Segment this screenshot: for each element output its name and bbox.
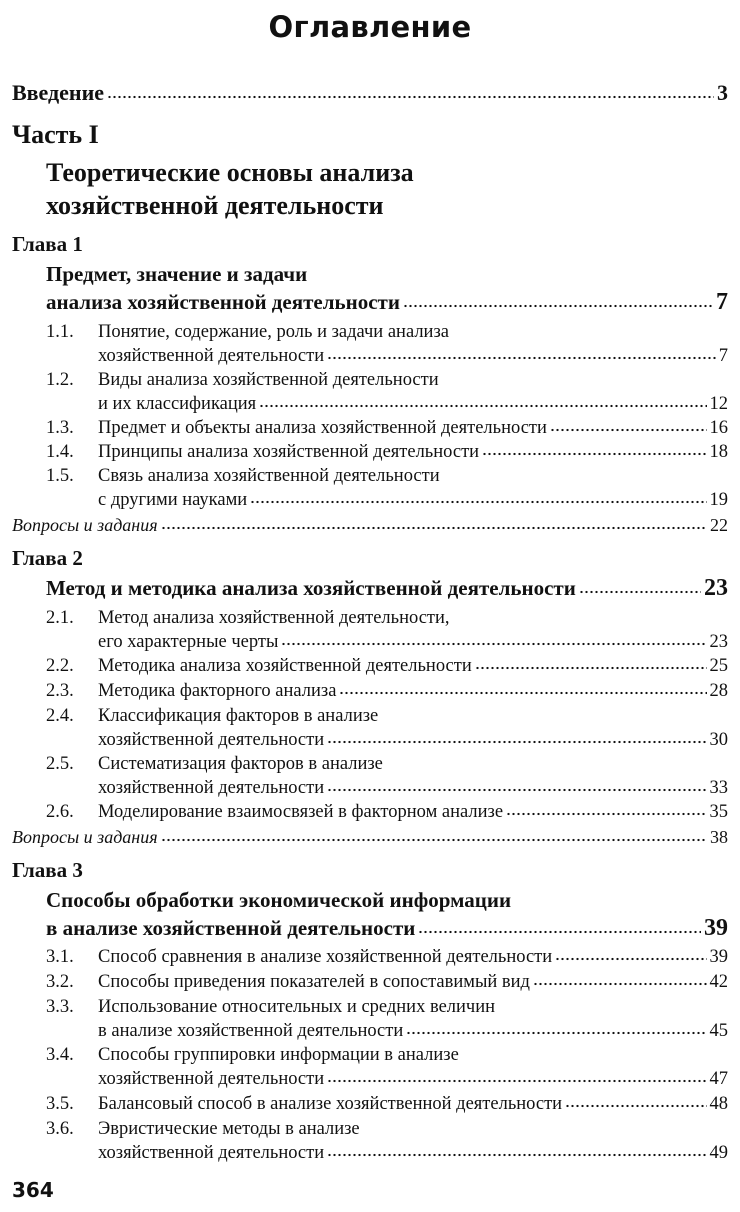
part-title-line: Теоретические основы анализа [46,158,414,187]
chapter-title-line: Предмет, значение и задачи [46,262,308,286]
dot-leader [327,1153,706,1157]
dot-leader [327,356,716,360]
chapter-title-line: Способы обработки экономической информации [46,888,512,912]
section-number: 3.5. [46,1094,74,1114]
chapter-title[interactable] [46,574,728,602]
chapter-label: Глава 2 [12,546,83,570]
section-number: 1.1. [46,322,74,342]
section-number: 3.1. [46,947,74,967]
intro-page: 3 [717,80,728,105]
section-title-line: Способ сравнения в анализе хозяйственной деятельности [98,947,553,967]
section-number: 3.3. [46,997,74,1017]
section-number: 2.3. [46,681,74,701]
questions-label: Вопросы и задания [12,515,158,535]
dot-leader [327,1079,706,1083]
toc-entry-questions[interactable] [12,825,728,849]
chapter-title[interactable] [46,886,728,942]
dot-leader [550,428,707,432]
toc-section[interactable] [46,800,728,824]
section-page: 18 [709,442,728,462]
toc-section[interactable] [46,995,728,1043]
chapter-page: 7 [716,289,728,315]
section-number: 1.2. [46,370,74,390]
section-title-line: его характерные черты [98,632,279,652]
section-title-line: Способы группировки информации в анализе [98,1045,459,1065]
section-title-line: Принципы анализа хозяйственной деятельности [98,442,480,462]
section-title-line: Понятие, содержание, роль и задачи анализа [98,322,449,342]
section-title-line: с другими науками [98,490,248,510]
section-number: 3.4. [46,1045,74,1065]
dot-leader [327,740,706,744]
part-label: Часть I [12,120,99,149]
section-title-line: Классификация факторов в анализе [98,706,379,726]
chapter-label: Глава 1 [12,232,83,256]
section-title-line: Эвристические методы в анализе [98,1119,360,1139]
toc-section[interactable] [46,416,728,440]
section-number: 2.5. [46,754,74,774]
section-number: 1.3. [46,418,74,438]
toc-section[interactable] [46,1043,728,1091]
section-page: 49 [709,1143,728,1163]
section-page: 35 [709,802,728,822]
toc-section[interactable] [46,320,728,368]
section-title-line: Предмет и объекты анализа хозяйственной деятельности [98,418,547,438]
dot-leader [565,1104,706,1108]
chapter-page: 39 [704,915,728,941]
dot-leader [555,957,706,961]
dot-leader [418,930,701,934]
dot-leader [281,642,706,646]
section-title-line: Способы приведения показателей в сопоставимый вид [98,972,530,992]
questions-label: Вопросы и задания [12,827,158,847]
toc-section[interactable] [46,679,728,703]
section-page: 16 [709,418,728,438]
toc-section[interactable] [46,368,728,416]
toc-section[interactable] [46,945,728,969]
dot-leader [327,788,706,792]
dot-leader [107,95,714,99]
dot-leader [161,526,707,530]
chapter-title[interactable] [46,260,728,316]
part-title [46,156,414,222]
intro-label: Введение [12,80,105,105]
section-title-line: Метод анализа хозяйственной деятельности, [98,608,450,628]
section-title-line: хозяйственной деятельности [98,1069,325,1089]
section-number: 1.5. [46,466,74,486]
dot-leader [406,1031,706,1035]
section-page: 12 [709,394,728,414]
section-number: 3.2. [46,972,74,992]
page-title: Оглавление [268,10,472,44]
section-title-line: Методика факторного анализа [98,681,337,701]
dot-leader [506,812,706,816]
section-number: 1.4. [46,442,74,462]
section-page: 7 [718,346,728,366]
toc-section[interactable] [46,704,728,752]
section-title-line: Балансовый способ в анализе хозяйственной деятельности [98,1094,563,1114]
chapter-title-row [46,914,728,942]
section-title-line: Систематизация факторов в анализе [98,754,383,774]
section-title-line: хозяйственной деятельности [98,1143,325,1163]
chapter-title-row [46,574,728,602]
section-number: 2.4. [46,706,74,726]
section-title-line: Методика анализа хозяйственной деятельности [98,656,472,676]
toc-entry-questions[interactable] [12,513,728,537]
chapter-label: Глава 3 [12,858,83,882]
section-number: 2.1. [46,608,74,628]
section-title-line: Использование относительных и средних величин [98,997,496,1017]
section-title-line: хозяйственной деятельности [98,346,325,366]
section-title-line: и их классификация [98,394,257,414]
dot-leader [403,304,713,308]
section-page: 39 [709,947,728,967]
dot-leader [161,838,707,842]
section-page: 30 [709,730,728,750]
dot-leader [250,500,706,504]
section-title-line: хозяйственной деятельности [98,778,325,798]
dot-leader [475,666,707,670]
section-title-line: в анализе хозяйственной деятельности [98,1021,404,1041]
section-number: 2.2. [46,656,74,676]
toc-section[interactable] [46,752,728,800]
chapter-title-line: в анализе хозяйственной деятельности [46,916,416,940]
toc-section[interactable] [46,464,728,512]
chapter-title-line: анализа хозяйственной деятельности [46,290,400,314]
section-page: 48 [709,1094,728,1114]
chapter-title-line: Метод и методика анализа хозяйственной деятельности [46,576,576,600]
section-page: 19 [709,490,728,510]
dot-leader [339,691,706,695]
toc-section[interactable] [46,606,728,654]
toc-section[interactable] [46,1092,728,1116]
section-page: 45 [709,1021,728,1041]
questions-page: 22 [710,515,728,535]
section-title-line: хозяйственной деятельности [98,730,325,750]
dot-leader [259,404,706,408]
section-title-line: Моделирование взаимосвязей в факторном анализе [98,802,504,822]
chapter-page: 23 [704,575,728,601]
section-page: 28 [709,681,728,701]
section-title-line: Связь анализа хозяйственной деятельности [98,466,440,486]
toc-entry-intro[interactable] [12,80,728,106]
chapter-title-row [46,288,728,316]
dot-leader [579,590,701,594]
dot-leader [482,452,706,456]
toc-section[interactable] [46,970,728,994]
section-number: 3.6. [46,1119,74,1139]
section-page: 42 [709,972,728,992]
section-page: 25 [709,656,728,676]
section-title-line: Виды анализа хозяйственной деятельности [98,370,439,390]
section-page: 47 [709,1069,728,1089]
section-page: 33 [709,778,728,798]
page-number: 364 [12,1178,54,1202]
questions-page: 38 [710,827,728,847]
toc-section[interactable] [46,440,728,464]
part-title-line: хозяйственной деятельности [46,191,384,220]
toc-section[interactable] [46,654,728,678]
toc-section[interactable] [46,1117,728,1165]
dot-leader [533,982,707,986]
section-page: 23 [709,632,728,652]
section-number: 2.6. [46,802,74,822]
